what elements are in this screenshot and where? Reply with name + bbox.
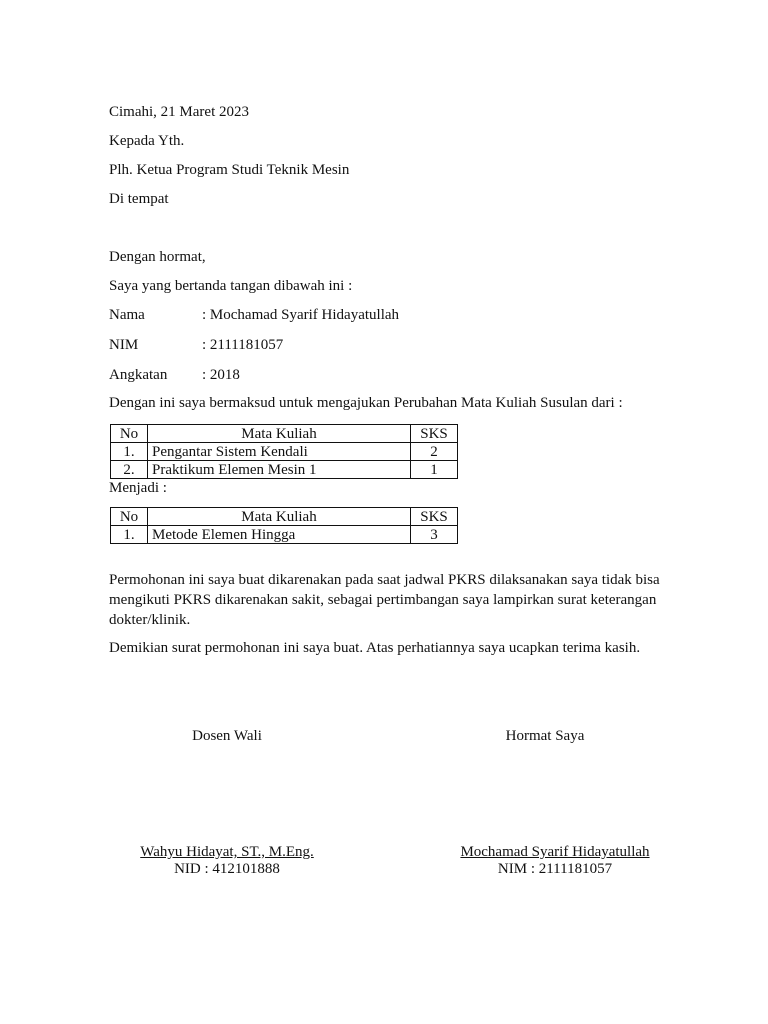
signer-name: Wahyu Hidayat, ST., M.Eng. <box>140 844 314 860</box>
identity-label: Angkatan <box>109 367 168 383</box>
cell-course: Pengantar Sistem Kendali <box>148 443 411 461</box>
greeting: Dengan hormat, <box>109 249 206 265</box>
table-row <box>111 443 458 461</box>
table-header-row <box>111 425 458 443</box>
identity-value: : Mochamad Syarif Hidayatullah <box>202 307 400 323</box>
identity-label: Nama <box>109 307 145 323</box>
signature-right-id: NIM : 2111181057 <box>497 861 613 877</box>
signature-right-name <box>425 843 685 861</box>
header-no: No <box>111 425 148 443</box>
signer-name: Mochamad Syarif Hidayatullah <box>460 844 650 860</box>
cell-no: 1. <box>111 443 148 461</box>
cell-sks: 1 <box>411 461 458 479</box>
header-sks: SKS <box>411 508 458 526</box>
signature-left-name <box>107 843 347 861</box>
signature-left-id: NID : 412101888 <box>174 861 280 877</box>
cell-no: 1. <box>111 526 148 544</box>
signature-right-title: Hormat Saya <box>505 728 585 744</box>
identity-row-name <box>109 306 399 324</box>
table-header-row <box>111 508 458 526</box>
identity-row-nim <box>109 336 283 354</box>
cell-course: Metode Elemen Hingga <box>148 526 411 544</box>
cell-course: Praktikum Elemen Mesin 1 <box>148 461 411 479</box>
closing-paragraph: Demikian surat permohonan ini saya buat. Atas perhatiannya saya ucapkan terima kasih. <box>109 640 641 656</box>
identity-value: : 2018 <box>202 367 240 383</box>
course-table-from <box>110 424 458 479</box>
recipient: Plh. Ketua Program Studi Teknik Mesin <box>109 162 350 178</box>
intro-line: Saya yang bertanda tangan dibawah ini : <box>109 278 353 294</box>
cell-sks: 3 <box>411 526 458 544</box>
header-sks: SKS <box>411 425 458 443</box>
reason-paragraph: Permohonan ini saya buat dikarenakan pada saat jadwal PKRS dilaksanakan saya tidak bisa mengikuti PKRS dikarenakan sakit, sebagai pertimbangan saya lampirkan surat keterangan dokter/klinik. <box>109 572 660 628</box>
table-row <box>111 526 458 544</box>
table-row <box>111 461 458 479</box>
request-line: Dengan ini saya bermaksud untuk mengajukan Perubahan Mata Kuliah Susulan dari : <box>109 395 623 411</box>
cell-sks: 2 <box>411 443 458 461</box>
header-course: Mata Kuliah <box>148 508 411 526</box>
place-date: Cimahi, 21 Maret 2023 <box>109 104 249 120</box>
header-course: Mata Kuliah <box>148 425 411 443</box>
cell-no: 2. <box>111 461 148 479</box>
identity-label: NIM <box>109 337 139 353</box>
signature-left-title: Dosen Wali <box>192 728 262 744</box>
to-line: Kepada Yth. <box>109 133 185 149</box>
identity-value: : 2111181057 <box>202 337 284 353</box>
becomes-label: Menjadi : <box>109 480 167 496</box>
header-no: No <box>111 508 148 526</box>
course-table-to <box>110 507 458 544</box>
identity-row-angkatan <box>109 366 240 384</box>
location: Di tempat <box>109 191 169 207</box>
